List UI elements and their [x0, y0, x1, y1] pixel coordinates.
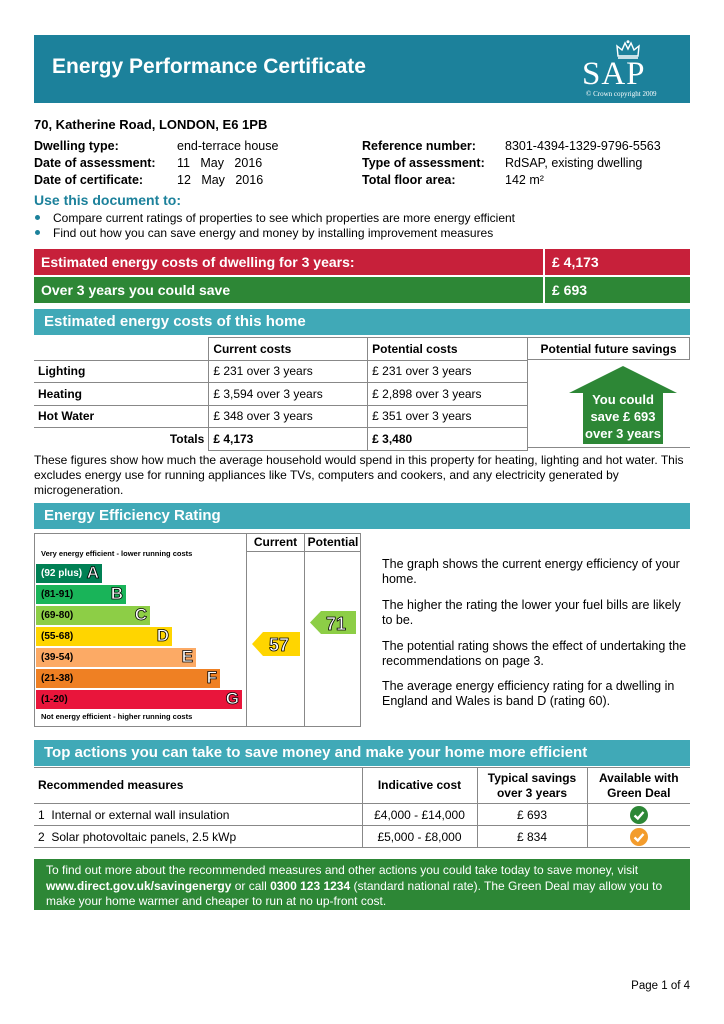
page-title: Energy Performance Certificate	[52, 55, 366, 78]
band-letter: C	[134, 605, 147, 624]
efficiency-top-label: Very energy efficient - lower running costs	[41, 549, 193, 558]
floor-area-label: Total floor area:	[362, 173, 456, 187]
assessment-type-value: RdSAP, existing dwelling	[505, 156, 643, 170]
current-rating-value: 57	[268, 635, 290, 655]
list-item: Compare current ratings of properties to see which properties are more energy efficient	[34, 211, 515, 226]
savings-header: Typical savings over 3 years	[477, 768, 587, 804]
crown-copyright: © Crown copyright 2009	[586, 90, 657, 98]
band-range: (1-20)	[41, 694, 68, 705]
rating-band-c	[36, 606, 150, 625]
bullet-icon	[35, 230, 40, 235]
use-document-title: Use this document to:	[34, 192, 182, 208]
efficiency-text-3: The potential rating shows the effect of undertaking the recommendations on page 3.	[382, 639, 687, 668]
rating-band-g	[36, 690, 242, 709]
rating-band-d	[36, 627, 172, 646]
costs-section-title: Estimated energy costs of this home	[34, 309, 690, 335]
table-row: 2 Solar photovoltaic panels, 2.5 kWp £5,000 - £8,000 £ 834	[34, 826, 690, 848]
chart-divider	[246, 533, 247, 727]
band-range: (39-54)	[41, 652, 74, 663]
table-row: Lighting £ 231 over 3 years £ 231 over 3 years	[34, 360, 528, 383]
reference-label: Reference number:	[362, 139, 476, 153]
table-row: Hot Water £ 348 over 3 years £ 351 over 3 years	[34, 405, 528, 428]
efficiency-text-1: The graph shows the current energy efficiency of your home.	[382, 557, 680, 586]
measures-header: Recommended measures	[34, 768, 362, 804]
costs-table	[34, 337, 528, 451]
phone-number: 0300 123 1234	[270, 878, 351, 893]
totals-row: Totals £ 4,173 £ 3,480	[34, 428, 528, 451]
table-row: 1 Internal or external wall insulation £4,000 - £14,000 £ 693	[34, 804, 690, 826]
assessment-date-label: Date of assessment:	[34, 156, 156, 170]
band-range: (92 plus)	[41, 568, 83, 579]
actions-table	[34, 767, 690, 848]
costs-note: These figures show how much the average household would spend in this property for heating, lighting and hot water. This excludes energy use for running appliances like TVs, computers and cookers, and any electricity generated by microgeneration.	[34, 453, 684, 497]
estimated-cost-label: Estimated energy costs of dwelling for 3 years:	[34, 249, 543, 275]
current-rating-arrow	[252, 632, 300, 656]
actions-section-title: Top actions you can take to save money and make your home more efficient	[34, 740, 690, 766]
savings-bar	[34, 277, 690, 303]
bullet-icon	[35, 215, 40, 220]
estimated-cost-bar	[34, 249, 690, 275]
green-tick-icon	[630, 806, 648, 824]
band-letter: F	[206, 668, 217, 687]
rating-band-e	[36, 648, 196, 667]
efficiency-bottom-label: Not energy efficient - higher running costs	[41, 712, 193, 721]
rating-band-a	[36, 564, 102, 583]
band-range: (21-38)	[41, 673, 74, 684]
savings-value: £ 693	[545, 277, 690, 303]
dwelling-type-value: end-terrace house	[177, 139, 279, 153]
current-column-header: Current	[253, 535, 298, 549]
potential-costs-header: Potential costs	[368, 338, 528, 361]
savings-label: Over 3 years you could save	[34, 277, 543, 303]
band-letter: B	[110, 584, 123, 603]
sap-logo	[582, 38, 672, 100]
table-header-row	[34, 768, 690, 804]
band-range: (55-68)	[41, 631, 74, 642]
orange-tick-icon	[630, 828, 648, 846]
band-range: (81-91)	[41, 589, 74, 600]
property-address: 70, Katherine Road, LONDON, E6 1PB	[34, 117, 268, 132]
rating-band-f	[36, 669, 220, 688]
cost-header: Indicative cost	[362, 768, 477, 804]
chart-divider	[246, 551, 361, 552]
floor-area-value: 142 m²	[505, 173, 544, 187]
band-letter: A	[86, 563, 99, 582]
chart-divider	[304, 533, 305, 727]
page-number: Page 1 of 4	[631, 980, 690, 992]
reference-value: 8301-4394-1329-9796-5563	[505, 139, 661, 153]
savingenergy-link[interactable]: www.direct.gov.uk/savingenergy	[46, 878, 232, 893]
band-range: (69-80)	[41, 610, 74, 621]
assessment-type-label: Type of assessment:	[362, 156, 485, 170]
certificate-header	[34, 35, 690, 103]
potential-rating-arrow	[310, 611, 356, 634]
potential-column-header: Potential	[307, 535, 359, 549]
assessment-date-value: 11 May 2016	[177, 156, 263, 170]
list-item: Find out how you can save energy and money by installing improvement measures	[34, 226, 515, 241]
certificate-date-label: Date of certificate:	[34, 173, 144, 187]
efficiency-section-title: Energy Efficiency Rating	[34, 503, 690, 529]
sap-logo-text: SAP	[582, 56, 646, 92]
band-letter: E	[181, 647, 193, 666]
current-costs-header: Current costs	[209, 338, 368, 361]
rating-band-b	[36, 585, 126, 604]
use-document-list	[34, 211, 515, 241]
table-header-row	[34, 338, 528, 361]
green-deal-header: Available with Green Deal	[587, 768, 690, 804]
estimated-cost-value: £ 4,173	[545, 249, 690, 275]
future-savings-text: You could save £ 693 over 3 years	[585, 392, 661, 441]
efficiency-text-2: The higher the rating the lower your fuel bills are likely to be.	[382, 598, 681, 627]
future-savings-header: Potential future savings	[528, 337, 690, 360]
certificate-date-value: 12 May 2016	[177, 173, 264, 187]
efficiency-text-4: The average energy efficiency rating for a dwelling in England and Wales is band D (rating 60).	[382, 679, 675, 708]
band-letter: D	[156, 626, 169, 645]
potential-rating-value: 71	[325, 614, 347, 634]
table-row: Heating £ 3,594 over 3 years £ 2,898 over 3 years	[34, 383, 528, 406]
band-letter: G	[225, 689, 239, 708]
footer-note: To find out more about the recommended measures and other actions you could take today to save money, visit www.direct.gov.uk/savingenergy or call 0300 123 1234 (standard national rate). The Green Deal may allow you to make your home warmer and cheaper to run at no up-front cost.	[34, 859, 690, 910]
dwelling-type-label: Dwelling type:	[34, 139, 119, 153]
